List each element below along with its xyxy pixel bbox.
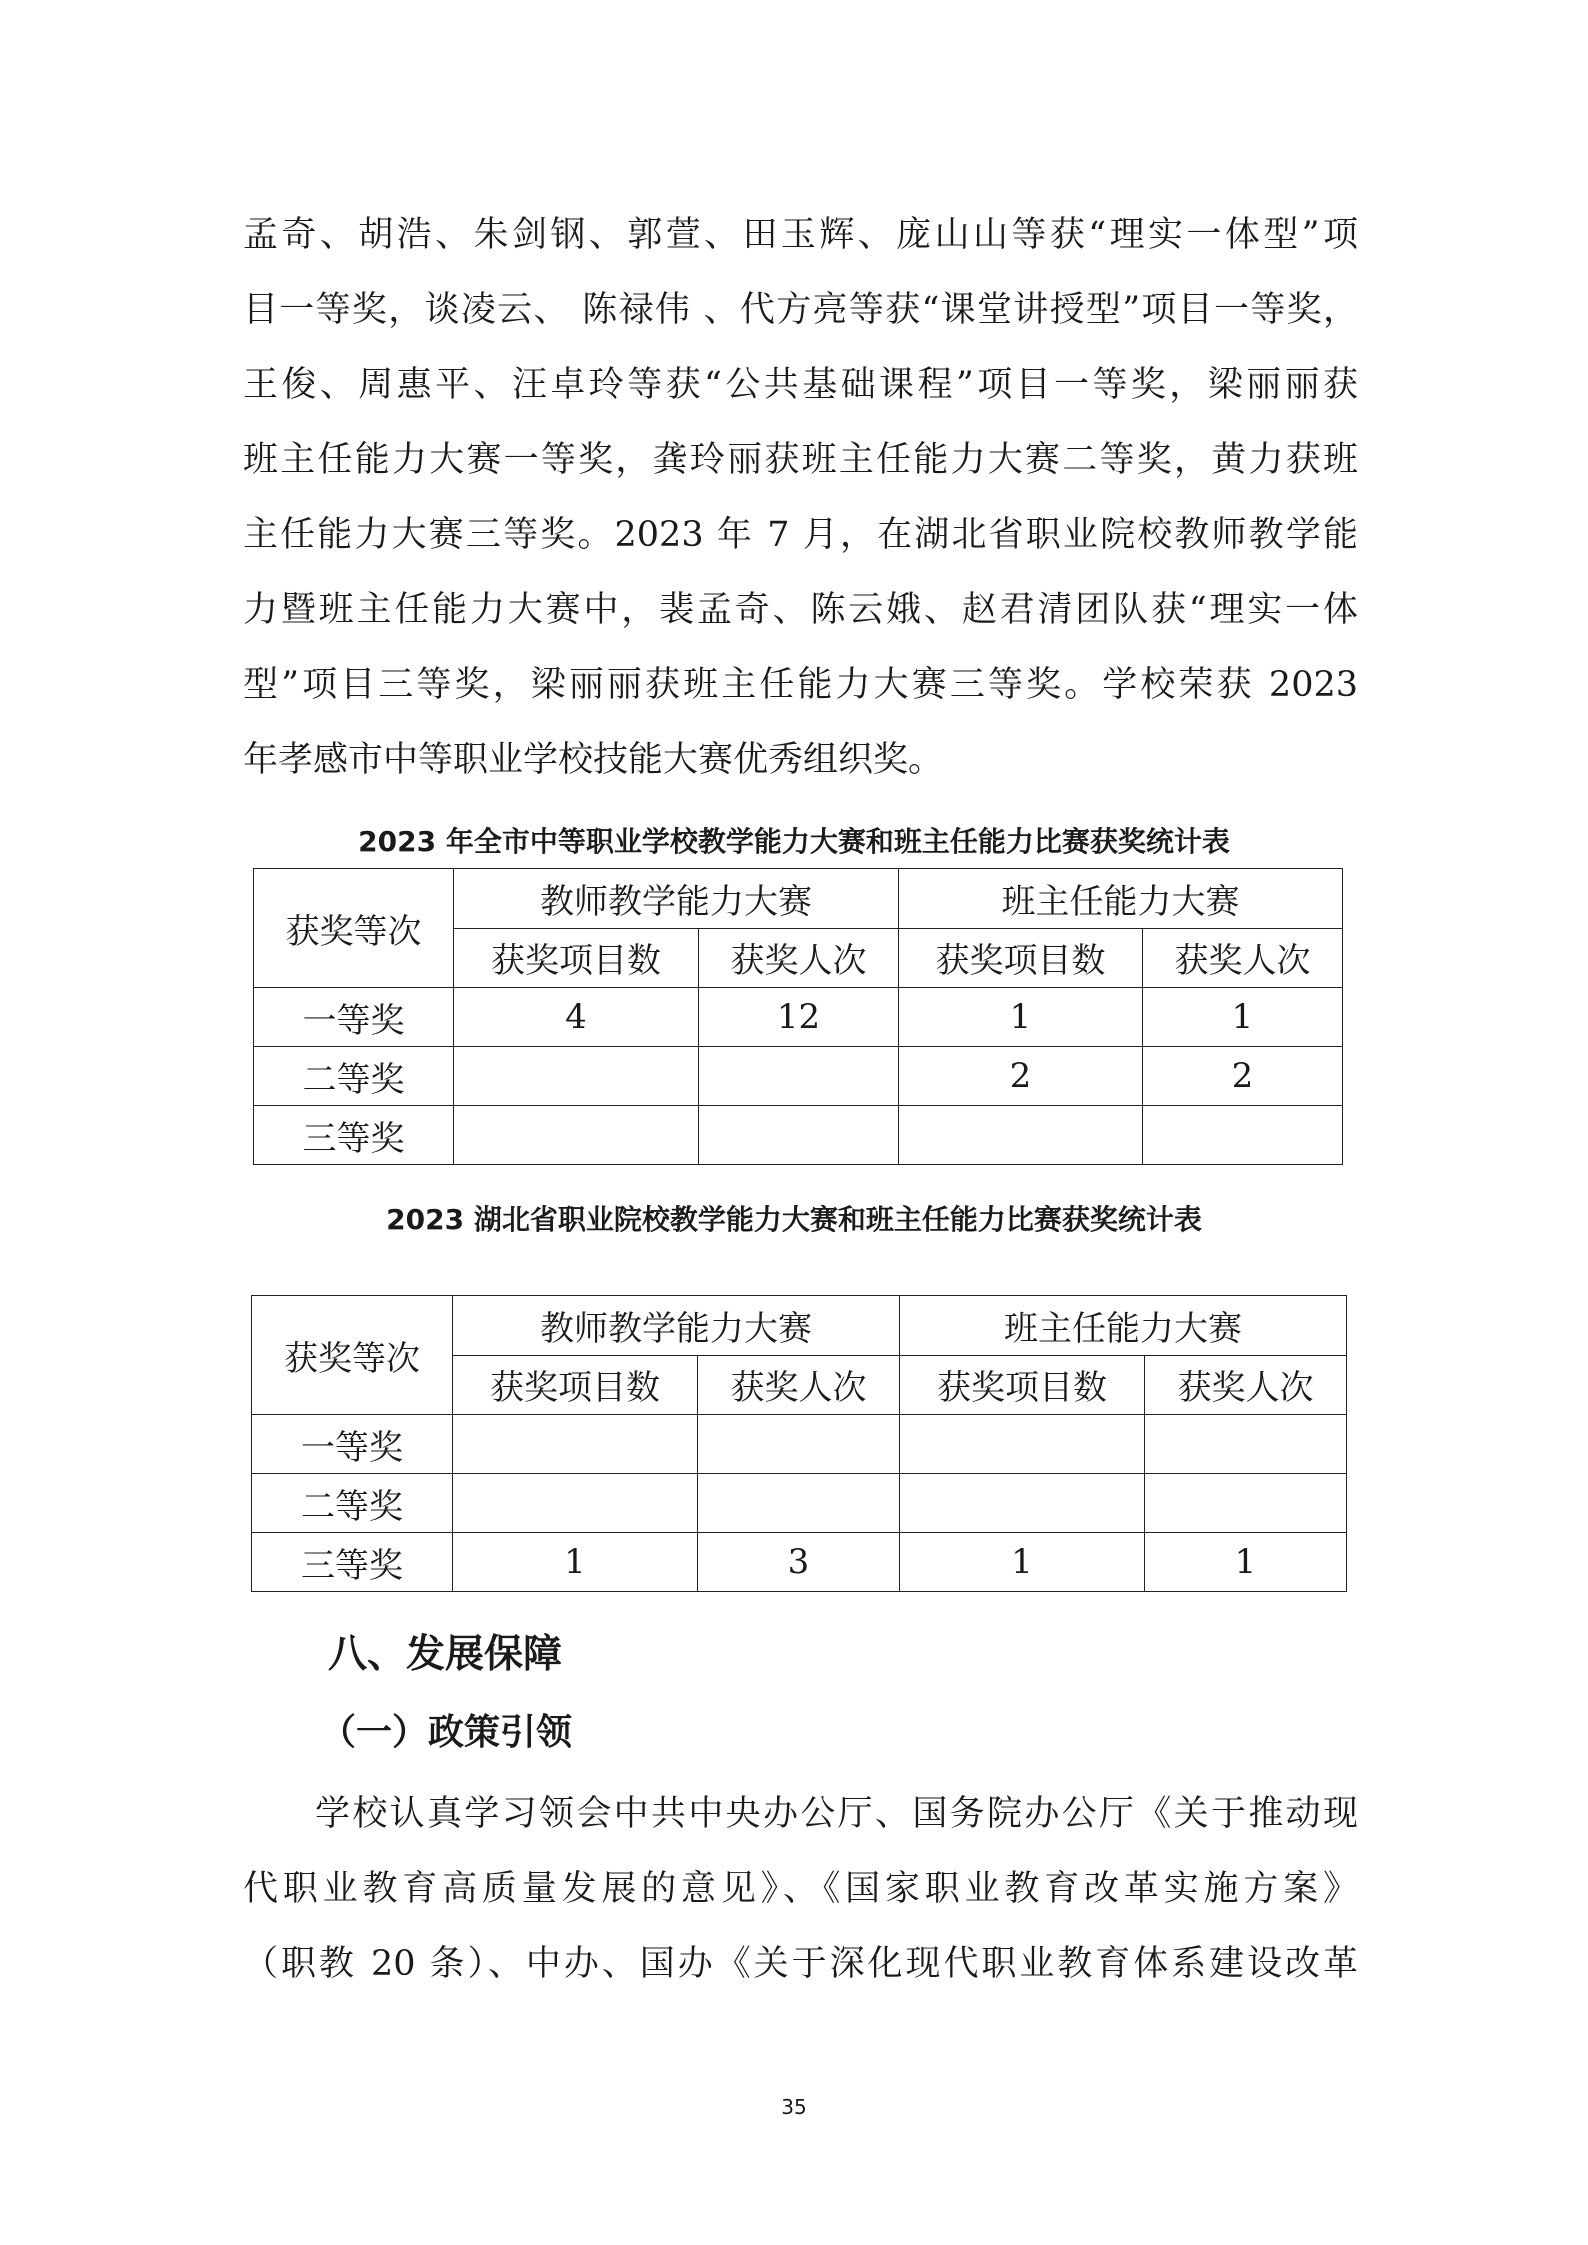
table-cell: 1 [900,1533,1145,1592]
page-number: 35 [781,2095,807,2119]
table-cell [699,1047,899,1106]
column-header: 获奖项目数 [454,928,699,988]
table-cell [453,1474,698,1533]
row-label: 三等奖 [252,1533,453,1592]
table-row [254,1047,1343,1106]
paragraph-line: 型”项目三等奖，梁丽丽获班主任能力大赛三等奖。学校荣获 2023 [243,665,1358,705]
column-header: 获奖人次 [698,1355,900,1415]
column-header: 获奖人次 [1145,1355,1347,1415]
table2-caption: 2023 湖北省职业院校教学能力大赛和班主任能力比赛获奖统计表 [386,1203,1202,1236]
table-row [252,1415,1347,1474]
group-header-teaching: 教师教学能力大赛 [454,869,899,929]
table-cell: 2 [1143,1047,1343,1106]
table-cell: 1 [899,988,1143,1047]
group-header-teaching: 教师教学能力大赛 [453,1296,900,1356]
table-cell: 4 [454,988,699,1047]
table-cell: 2 [899,1047,1143,1106]
paragraph-line: 班主任能力大赛一等奖，龚玲丽获班主任能力大赛二等奖，黄力获班 [243,440,1358,480]
paragraph-line: 孟奇、胡浩、朱剑钢、郭萱、田玉辉、庞山山等获“理实一体型”项 [243,215,1358,255]
table-cell [1143,1106,1343,1165]
row-label: 二等奖 [254,1047,454,1106]
column-header: 获奖项目数 [453,1355,698,1415]
subsection-heading: （一）政策引领 [320,1712,573,1753]
table-cell [1145,1415,1347,1474]
table-cell [900,1415,1145,1474]
table-row [252,1533,1347,1592]
table-row [254,1106,1343,1165]
paragraph-line: 代职业教育高质量发展的意见》、《国家职业教育改革实施方案》 [243,1869,1358,1909]
table-cell [900,1474,1145,1533]
table-cell: 3 [698,1533,900,1592]
paragraph-line: 王俊、周惠平、汪卓玲等获“公共基础课程”项目一等奖，梁丽丽获 [243,365,1358,405]
table-cell [698,1474,900,1533]
paragraph-line: （职教 20 条）、中办、国办《关于深化现代职业教育体系建设改革 [243,1944,1358,1984]
paragraph-line: 目一等奖，谈凌云、 陈禄伟 、代方亮等获“课堂讲授型”项目一等奖， [243,290,1358,330]
table-cell [899,1106,1143,1165]
column-header: 获奖项目数 [900,1355,1145,1415]
policy-paragraph [243,1777,1358,2002]
table-cell [454,1047,699,1106]
group-header-headteacher: 班主任能力大赛 [900,1296,1347,1356]
table-row [252,1474,1347,1533]
group-header-headteacher: 班主任能力大赛 [899,869,1343,929]
column-header: 获奖人次 [1143,928,1343,988]
row-label: 三等奖 [254,1106,454,1165]
city-award-table [253,868,1343,1165]
table-cell [454,1106,699,1165]
paragraph-line: 年孝感市中等职业学校技能大赛优秀组织奖。 [243,740,944,780]
section-heading: 八、发展保障 [328,1632,563,1677]
award-paragraph [243,198,1358,798]
table-cell: 1 [1145,1533,1347,1592]
table-row [254,988,1343,1047]
table-cell: 1 [453,1533,698,1592]
table-cell [453,1415,698,1474]
table-cell [1145,1474,1347,1533]
table-cell: 12 [699,988,899,1047]
corner-header: 获奖等次 [254,869,454,988]
paragraph-line: 力暨班主任能力大赛中，裴孟奇、陈云娥、赵君清团队获“理实一体 [243,590,1358,630]
paragraph-line: 主任能力大赛三等奖。2023 年 7 月，在湖北省职业院校教师教学能 [243,515,1358,555]
table-cell: 1 [1143,988,1343,1047]
row-label: 一等奖 [252,1415,453,1474]
column-header: 获奖人次 [699,928,899,988]
province-award-table [251,1295,1347,1592]
column-header: 获奖项目数 [899,928,1143,988]
table1-caption: 2023 年全市中等职业学校教学能力大赛和班主任能力比赛获奖统计表 [358,825,1230,858]
corner-header: 获奖等次 [252,1296,453,1415]
row-label: 二等奖 [252,1474,453,1533]
table-cell [698,1415,900,1474]
table-cell [699,1106,899,1165]
row-label: 一等奖 [254,988,454,1047]
paragraph-line: 学校认真学习领会中共中央办公厅、国务院办公厅《关于推动现 [315,1794,1358,1834]
